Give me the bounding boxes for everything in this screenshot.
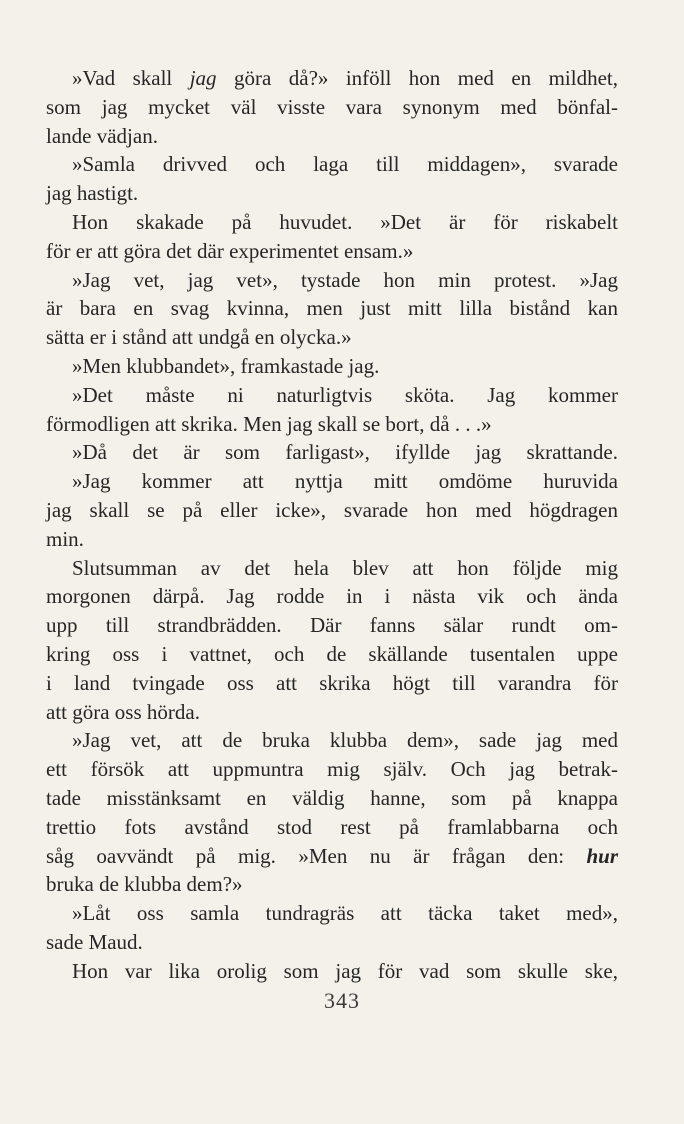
text-line: kring oss i vattnet, och de skällande tusentalen uppe <box>46 641 618 666</box>
text-line: för er att göra det där experimentet ensam.» <box>46 238 414 263</box>
text-line: »Jag vet, jag vet», tystade hon min protest. »Jag <box>72 267 618 292</box>
text-line: bruka de klubba dem?» <box>46 872 243 897</box>
text-line: »Det måste ni naturligtvis sköta. Jag kommer <box>72 382 618 407</box>
text-line: i land tvingade oss att skrika högt till varandra för <box>46 670 618 695</box>
text-line: Hon var lika orolig som jag för vad som skulle ske, <box>72 958 618 983</box>
text-line: såg oavvändt på mig. »Men nu är frågan den: hur <box>46 843 618 868</box>
text-line: upp till strandbrädden. Där fanns sälar rundt om- <box>46 613 618 638</box>
text-line: jag skall se på eller icke», svarade hon med högdragen <box>46 497 618 522</box>
text-line: »Samla drivved och laga till middagen», svarade <box>72 152 618 177</box>
page-text-block <box>46 64 618 986</box>
text-line: min. <box>46 526 84 551</box>
text-line: Slutsumman av det hela blev att hon följde mig <box>72 555 618 580</box>
text-line: sade Maud. <box>46 929 143 954</box>
text-line: tade misstänksamt en väldig hanne, som på knappa <box>46 785 618 810</box>
text-line: »Jag vet, att de bruka klubba dem», sade jag med <box>72 728 618 753</box>
text-line: »Men klubbandet», framkastade jag. <box>72 353 380 378</box>
text-line: jag hastigt. <box>46 181 139 206</box>
text-line: att göra oss hörda. <box>46 699 200 724</box>
text-line: morgonen därpå. Jag rodde in i nästa vik och ända <box>46 584 618 609</box>
text-line: »Vad skall jag göra då?» inföll hon med en mildhet, <box>72 66 618 90</box>
text-line: förmodligen att skrika. Men jag skall se bort, då . . .» <box>46 411 492 436</box>
text-line: lande vädjan. <box>46 123 158 148</box>
text-line: »Då det är som farligast», ifyllde jag skrattande. <box>72 440 618 465</box>
text-line: »Låt oss samla tundragräs att täcka taket med», <box>72 901 618 926</box>
text-line: Hon skakade på huvudet. »Det är för riskabelt <box>72 209 618 234</box>
text-line: »Jag kommer att nyttja mitt omdöme huruvida <box>72 469 618 494</box>
text-line: sätta er i stånd att undgå en olycka.» <box>46 325 352 350</box>
text-line: är bara en svag kvinna, men just mitt lilla bistånd kan <box>46 296 618 321</box>
page-number: 343 <box>324 988 360 1013</box>
text-line: trettio fots avstånd stod rest på framlabbarna och <box>46 814 618 839</box>
text-line: ett försök att uppmuntra mig själv. Och jag betrak- <box>46 757 618 782</box>
text-line: som jag mycket väl visste vara synonym med bönfal- <box>46 94 618 119</box>
